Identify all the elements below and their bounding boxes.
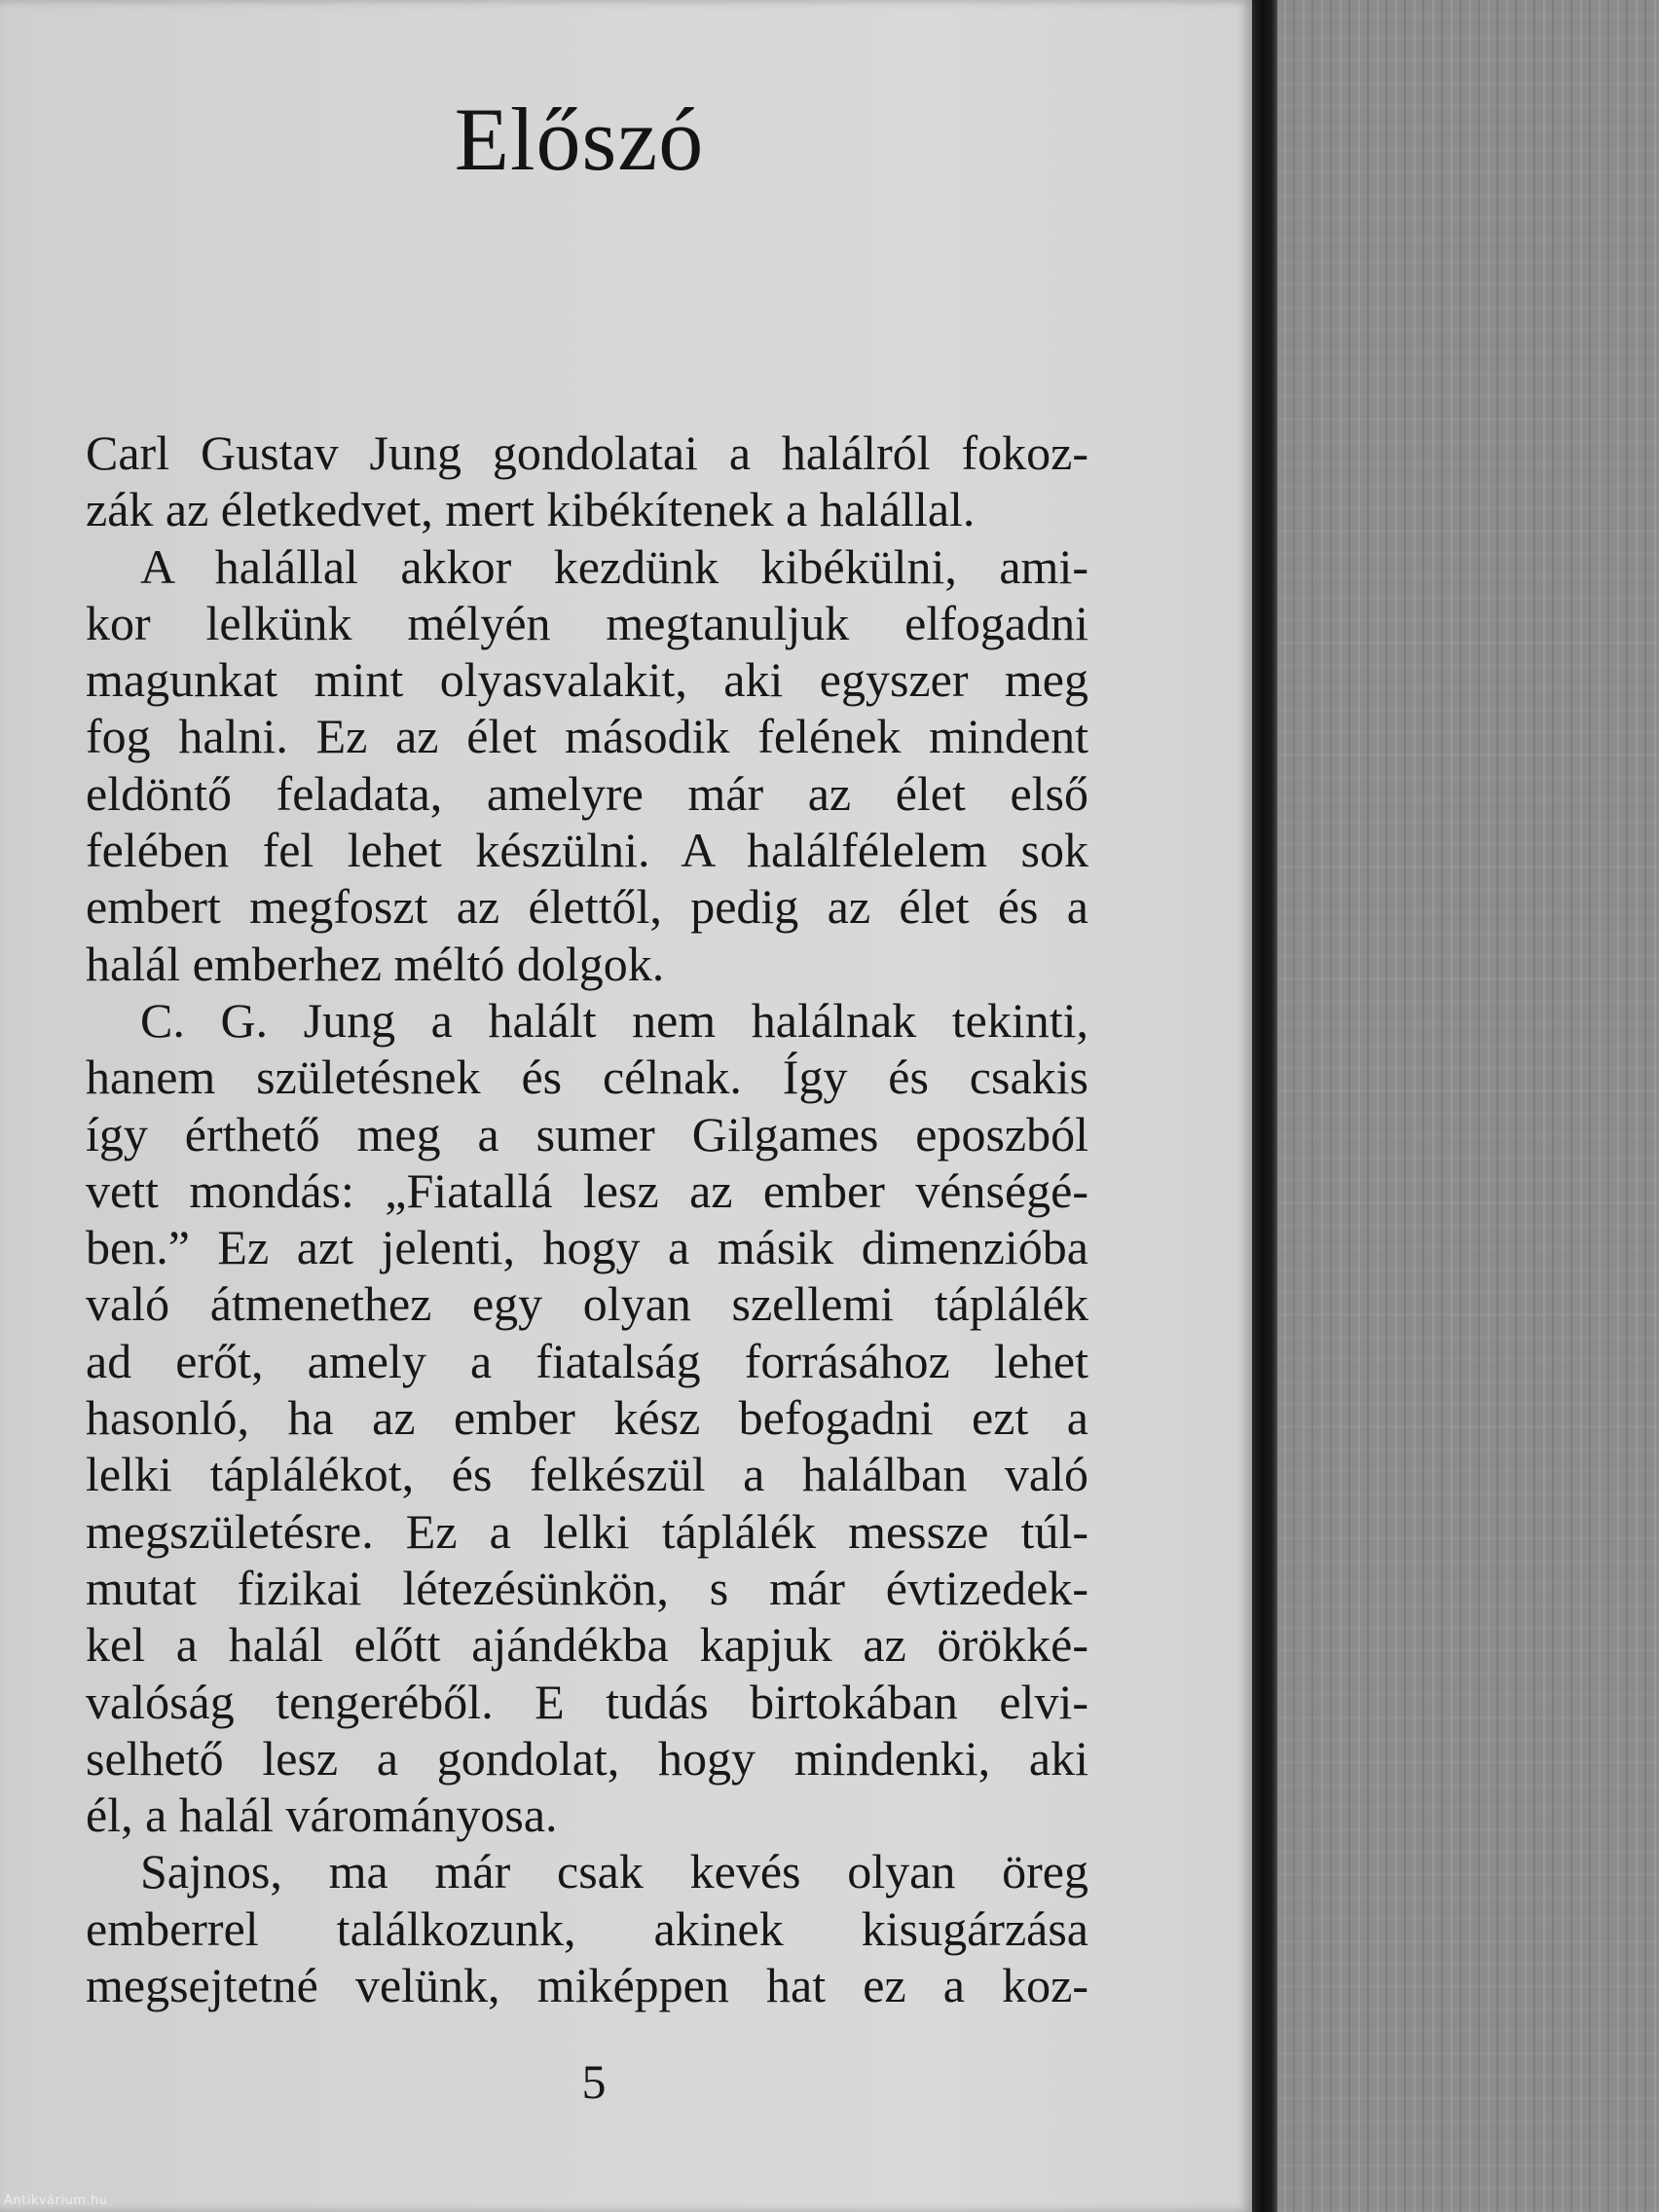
text-line: kel a halál előtt ajándékba kapjuk az örökké-: [86, 1617, 1088, 1673]
page-number: 5: [581, 2054, 607, 2109]
text-line: él, a halál várományosa.: [86, 1788, 558, 1843]
watermark: Antikvárium.hu: [4, 2194, 108, 2208]
text-line: vett mondás: „Fiatallá lesz az ember vénségé-: [86, 1162, 1088, 1218]
text-line: C. G. Jung a halált nem halálnak tekinti,: [140, 992, 1088, 1048]
book-edge: [1250, 0, 1277, 2212]
text-line: embert megfoszt az élettől, pedig az élet és a: [86, 879, 1088, 935]
body-text: [86, 424, 1088, 2013]
text-line: felében fel lehet készülni. A halálfélelem sok: [86, 823, 1088, 878]
text-line: kor lelkünk mélyén megtanuljuk elfogadni: [86, 595, 1088, 650]
text-line: Carl Gustav Jung gondolatai a halálról fokoz-: [86, 425, 1088, 480]
text-line: valóság tengeréből. E tudás birtokában elvi-: [86, 1674, 1088, 1729]
chapter-heading: Előszó: [454, 90, 705, 189]
text-line: mutat fizikai létezésünkön, s már évtizedek-: [86, 1560, 1088, 1615]
text-line: emberrel találkozunk, akinek kisugárzása: [86, 1900, 1088, 1956]
text-line: fog halni. Ez az élet második felének mindent: [86, 709, 1088, 764]
text-line: ben.” Ez azt jelenti, hogy a másik dimenzióba: [86, 1220, 1088, 1275]
text-line: zák az életkedvet, mert kibékítenek a halállal.: [86, 482, 976, 537]
text-line: megsejtetné velünk, miképpen hat ez a koz-: [86, 1958, 1088, 2013]
text-line: így érthető meg a sumer Gilgames eposzból: [86, 1106, 1088, 1161]
table-surface: [1266, 0, 1659, 2212]
text-line: eldöntő feladata, amelyre már az élet első: [86, 765, 1088, 821]
text-line: selhető lesz a gondolat, hogy mindenki, aki: [86, 1730, 1088, 1786]
text-line: halál emberhez méltó dolgok.: [86, 936, 665, 991]
text-line: hanem születésnek és célnak. Így és csakis: [86, 1050, 1088, 1105]
text-line: való átmenethez egy olyan szellemi táplálék: [86, 1276, 1088, 1332]
text-line: hasonló, ha az ember kész befogadni ezt a: [86, 1390, 1088, 1446]
text-line: lelki táplálékot, és felkészül a halálban való: [86, 1447, 1088, 1502]
text-line: A halállal akkor kezdünk kibékülni, ami-: [140, 538, 1088, 594]
text-line: magunkat mint olyasvalakit, aki egyszer meg: [86, 652, 1088, 708]
text-line: Sajnos, ma már csak kevés olyan öreg: [140, 1844, 1088, 1899]
text-line: ad erőt, amely a fiatalság forrásához lehet: [86, 1333, 1088, 1388]
text-line: megszületésre. Ez a lelki táplálék messze túl-: [86, 1503, 1088, 1559]
